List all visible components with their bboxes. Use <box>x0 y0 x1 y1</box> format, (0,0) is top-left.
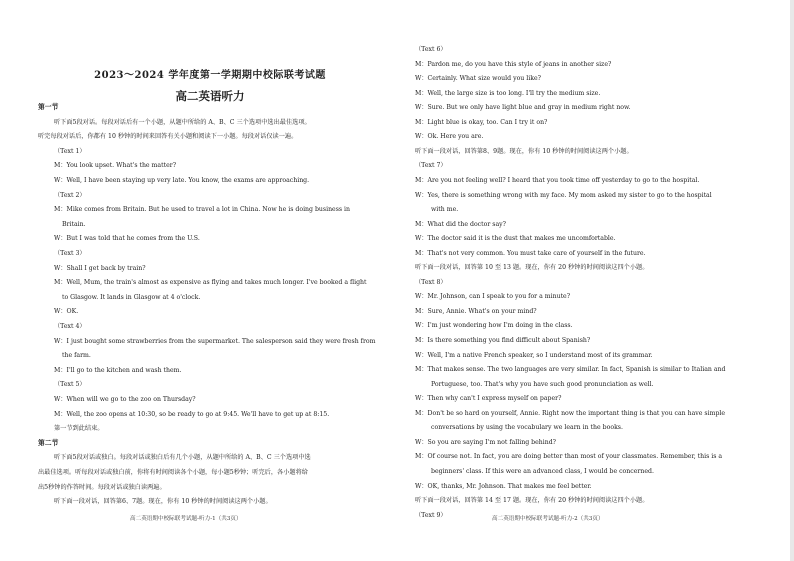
right-line: M：Light blue is okay, too. Can I try it on? <box>415 118 548 126</box>
left-line: M：You look upset. What's the matter? <box>54 162 177 170</box>
left-line: W：OK. <box>54 308 79 316</box>
left-line: to Glasgow. It lands in Glasgow at 4 o'clock. <box>62 293 201 301</box>
left-line: the farm. <box>62 352 91 360</box>
left-line: W：But I was told that he comes from the U.S. <box>54 235 200 243</box>
right-line: W：The doctor said it is the dust that makes me uncomfortable. <box>415 235 616 243</box>
right-line: （Text 6） <box>415 46 447 53</box>
right-page <box>397 0 794 561</box>
exam-title: 2023～2024 学年度第一学期期中校际联考试题 <box>94 70 326 81</box>
right-footer: 高二英语期中校际联考试题-听力-2（共3页） <box>492 516 604 522</box>
right-line: Portuguese, too. That's why you have such good pronunciation as well. <box>431 380 654 388</box>
right-line: M：Don't be so hard on yourself, Annie. Right now the important thing is that you can have simple <box>415 409 726 417</box>
right-line: M：What did the doctor say? <box>415 220 506 228</box>
left-footer: 高二英语期中校际联考试题-听力-1（共3页） <box>130 516 242 522</box>
left-line: 听完每段对话后，你都有 10 秒钟的时间来回答有关小题和阅读下一小题。每段对话仅读一遍。 <box>38 133 298 141</box>
right-line: beginners' class. If this were an advanced class, I would be concerned. <box>431 467 654 475</box>
left-line: W：I just bought some strawberries from the supermarket. The salesperson said they were fresh from <box>54 337 376 345</box>
left-line: 第一节 <box>38 103 59 111</box>
right-line: M：That's not very common. You must take care of yourself in the future. <box>415 249 646 257</box>
right-line: M：Are you not feeling well? I heard that you took time off yesterday to go to the hospital. <box>415 176 700 184</box>
left-line: Britain. <box>62 220 86 228</box>
left-line: M：I'll go to the kitchen and wash them. <box>54 366 182 374</box>
right-line: （Text 9） <box>415 511 447 519</box>
left-line: 听下面5段对话或独白。每段对话或独白后有几个小题，从题中所给的 A、B、C 三个选项中选 <box>54 454 311 462</box>
left-line: M：Mike comes from Britain. But he used to travel a lot in China. Now he is doing business in <box>54 206 350 214</box>
right-line: W：Well, I'm a native French speaker, so I understand most of its grammar. <box>415 351 653 359</box>
right-line: conversations by using the vocabulary we learn in the books. <box>431 424 623 432</box>
left-line: （Text 3） <box>54 250 86 257</box>
left-line: 第一节到此结束。 <box>54 425 104 433</box>
left-line: （Text 1） <box>54 147 86 155</box>
right-line: W：I'm just wondering how I'm doing in the class. <box>415 322 573 330</box>
left-line: M：Well, Mum, the train's almost as expensive as flying and takes much longer. I've booked a flight <box>54 279 367 287</box>
left-line: 出5秒钟的作答时间。每段对话或独白读两遍。 <box>38 483 166 491</box>
right-line: M：Pardon me, do you have this style of jeans in another size? <box>415 60 612 68</box>
binding-edge <box>790 0 794 561</box>
paper-title: 高二英语听力 <box>175 89 245 103</box>
right-line: M：That makes sense. The two languages are very similar. In fact, Spanish is similar to Italian and <box>415 366 726 374</box>
right-line: W：Then why can't I express myself on paper? <box>415 395 562 403</box>
right-line: 听下面一段对话，回答第8、9题。现在，你有 10 秒钟的时间阅读这两个小题。 <box>415 147 633 155</box>
right-line: W：So you are saying I'm not falling behind? <box>415 438 556 446</box>
right-line: M：Is there something you find difficult about Spanish? <box>415 337 591 344</box>
right-line: M：Sure, Annie. What's on your mind? <box>415 307 537 315</box>
right-line: 听下面一段对话，回答第 10 至 13 题。现在，你有 20 秒钟的时间阅读这四个小题。 <box>415 264 649 272</box>
right-line: W：Ok. Here you are. <box>415 133 484 141</box>
left-line: W：When will we go to the zoo on Thursday? <box>54 396 196 403</box>
left-line: W：Shall I get back by train? <box>54 264 146 272</box>
left-line: 听下面一段对话，回答第6、7题。现在，你有 10 秒钟的时间阅读这两个小题。 <box>54 498 272 506</box>
left-line: M：Well, the zoo opens at 10:30, so be ready to go at 9:45. We'll have to get up at 8:15. <box>54 410 330 418</box>
left-line: 第二节 <box>38 438 59 447</box>
right-line: with me. <box>431 206 459 214</box>
right-line: （Text 7） <box>415 162 447 170</box>
right-line: W：Yes, there is something wrong with my face. My mom asked my sister to go to the hospital <box>415 191 712 199</box>
right-line: M：Of course not. In fact, you are doing better than most of your classmates. Remember, this is a <box>415 453 723 461</box>
right-line: W：Certainly. What size would you like? <box>415 75 541 83</box>
right-line: W：Mr. Johnson, can I speak to you for a minute? <box>415 293 571 301</box>
left-line: （Text 4） <box>54 323 86 330</box>
left-line: （Text 2） <box>54 191 86 199</box>
left-line: （Text 5） <box>54 381 86 389</box>
right-line: 听下面一段对话，回答第 14 至 17 题。现在，你有 20 秒钟的时间阅读这四个小题。 <box>415 497 649 505</box>
right-line: （Text 8） <box>415 278 447 286</box>
right-line: W：OK, thanks, Mr. Johnson. That makes me feel better. <box>415 482 592 490</box>
left-line: 出最佳选项。听每段对话或独白前，你将有时间阅读各个小题，每小题5秒钟；听完后，各小题将给 <box>38 469 308 476</box>
left-line: W：Well, I have been staying up very late. You know, the exams are approaching. <box>54 177 310 184</box>
left-line: 听下面5段对话。每段对话后有一个小题，从题中所给的 A、B、C 三个选项中选出最佳选项。 <box>54 118 311 126</box>
right-line: W：Sure. But we only have light blue and gray in medium right now. <box>415 104 631 112</box>
right-line: M：Well, the large size is too long. I'll try the medium size. <box>415 89 601 97</box>
